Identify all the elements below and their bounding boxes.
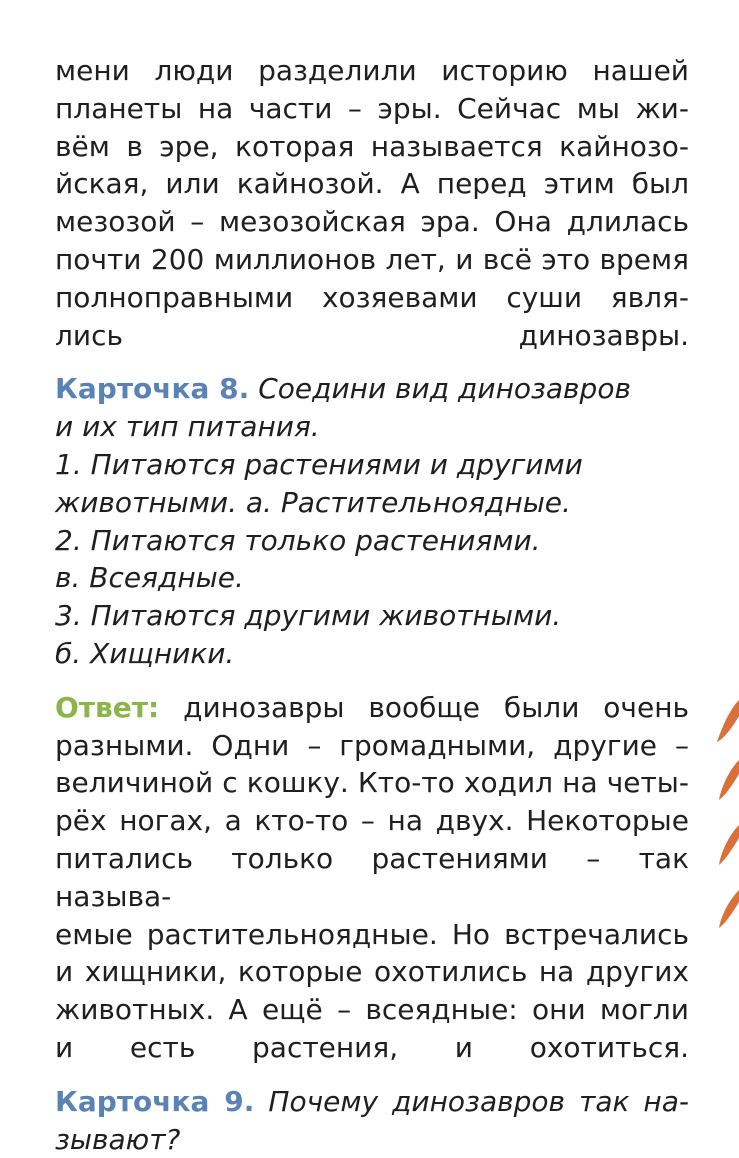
text-line: питались только растениями – так называ- <box>55 841 689 913</box>
card-9-title: Карточка 9. <box>55 1084 255 1118</box>
card-9-block <box>55 1083 689 1158</box>
leaf-decoration-icon <box>699 690 739 930</box>
card-8-task: Соедини вид динозавров <box>258 372 631 406</box>
text-line: лись динозавры. <box>55 318 689 352</box>
card-8-line: и их тип питания. <box>55 410 320 444</box>
text-line: емые растительноядные. Но встречались <box>55 917 689 951</box>
answer-paragraph <box>55 689 689 1067</box>
text-line: и хищники, которые охотились на других <box>55 955 689 989</box>
text-line: полноправными хозяевами суши явля- <box>55 280 689 314</box>
card-8-line: животными. а. Растительноядные. <box>55 485 571 519</box>
text-line: йская, или кайнозой. А перед этим был <box>55 167 689 201</box>
text-line: мезозой – мезозойская эра. Она длилась <box>55 205 689 239</box>
text-line: мени люди разделили историю нашей <box>55 54 689 87</box>
text-line: и есть растения, и охотиться. <box>55 1030 689 1064</box>
text-line: рёх ногах, а кто-то – на двух. Некоторые <box>55 804 689 838</box>
card-8-line: 1. Питаются растениями и другими <box>55 447 583 481</box>
card-9-task: Почему динозавров так на- <box>268 1084 689 1118</box>
text-line: почти 200 миллионов лет, и всё это время <box>55 242 689 276</box>
card-9-line: зывают? <box>55 1122 181 1156</box>
card-8-title: Карточка 8. <box>55 372 250 406</box>
text-line: планеты на части – эры. Сейчас мы жи- <box>55 91 689 125</box>
text-line: величиной с кошку. Кто-то ходил на четы- <box>55 766 689 800</box>
text-line: животных. А ещё – всеядные: они могли <box>55 993 689 1027</box>
answer-title: Ответ: <box>55 690 160 724</box>
text-line: разными. Одни – громадными, другие – <box>55 728 689 762</box>
text-line: вём в эре, которая называется кайнозо- <box>55 129 689 163</box>
page-content <box>55 52 689 1158</box>
answer-first-line: динозавры вообще были очень <box>183 690 689 724</box>
card-8-block <box>55 370 689 672</box>
intro-paragraph <box>55 52 689 354</box>
card-8-line: 3. Питаются другими животными. <box>55 599 562 633</box>
card-8-line: в. Всеядные. <box>55 561 244 595</box>
card-8-line: 2. Питаются только растениями. <box>55 523 541 557</box>
card-8-line: б. Хищники. <box>55 636 235 670</box>
